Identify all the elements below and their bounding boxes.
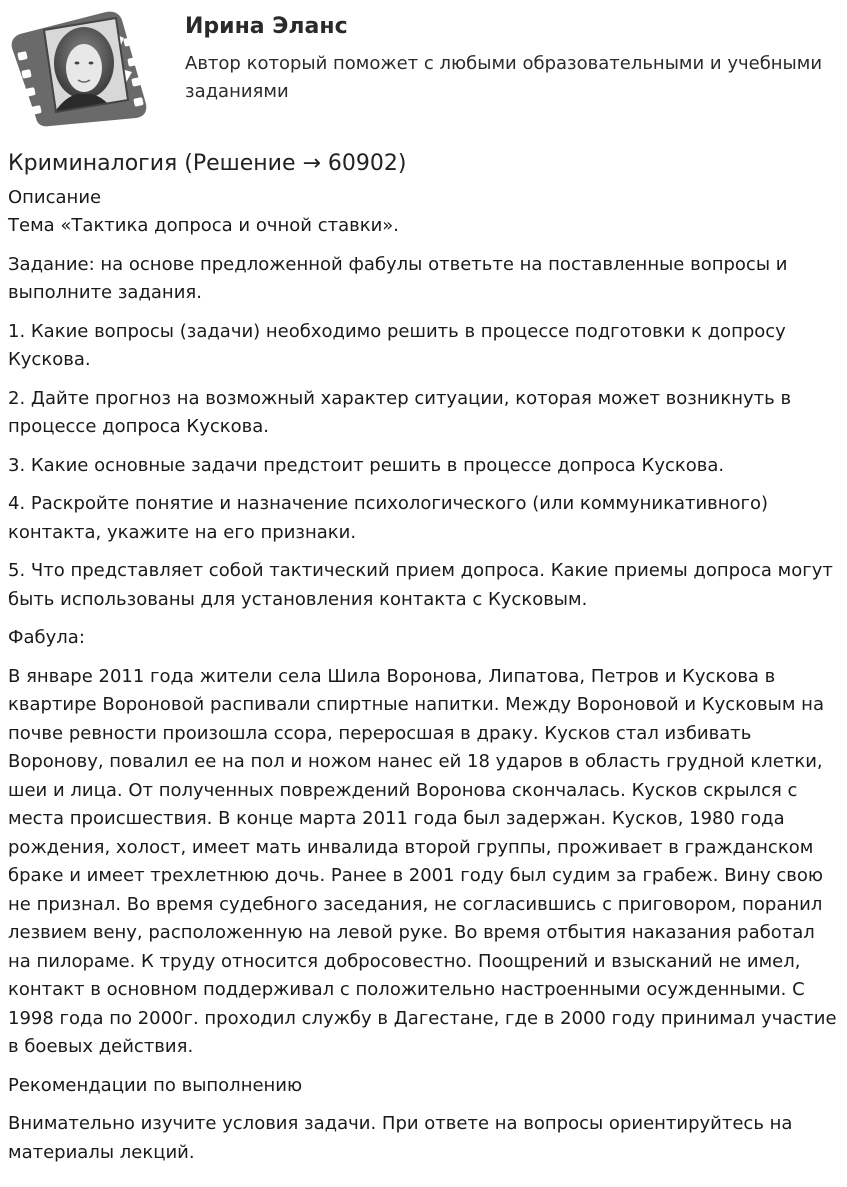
author-avatar bbox=[6, 8, 151, 128]
page-title: Криминалогия (Решение → 60902) bbox=[8, 151, 407, 176]
plot-text: В январе 2011 года жители села Шила Воронова, Липатова, Петров и Кускова в квартире Вороновой распивали спиртные напитки. Между Вороновой и Кусковым на почве ревности произошла ссора, переросшая в драку. Кусков стал избивать Воронову, повалил ее на пол и ножом нанес ей 18 ударов в область грудной клетки, шеи и лица. От полученных повреждений Воронова скончалась. Кусков скрылся с места происшествия. В конце марта 2011 года был задержан. Кусков, 1980 года рождения, холост, имеет мать инвалида второй группы, проживает в гражданском браке и имеет трехлетнюю дочь. Ранее в 2001 году был судим за грабеж. Вину свою не признал. Во время судебного заседания, не согласившись с приговором, поранил лезвием вену, расположенную на левой руке. Во время отбытия наказания работал на пилораме. К труду относится добросовестно. Поощрений и взысканий не имел, контакт в основном поддерживал с положительно настроенными осужденными. С 1998 года по 2000г. проходил службу в Дагестане, где в 2000 году принимал участие в боевых действия. bbox=[8, 665, 837, 1057]
task-text: Задание: на основе предложенной фабулы ответьте на поставленные вопросы и выполните задания. bbox=[8, 253, 788, 303]
question-item: 3. Какие основные задачи предстоит решить в процессе допроса Кускова. bbox=[8, 454, 725, 476]
author-tagline: Автор который поможет с любыми образовательными и учебными заданиями bbox=[185, 53, 823, 102]
author-name: Ирина Эланс bbox=[185, 14, 348, 39]
recommendations-text: Внимательно изучите условия задачи. При ответе на вопросы ориентируйтесь на материалы лекций. bbox=[8, 1113, 793, 1163]
topic-text: Тема «Тактика допроса и очной ставки». bbox=[8, 215, 400, 236]
document-body bbox=[8, 148, 843, 1177]
question-item: 2. Дайте прогноз на возможный характер ситуации, которая может возникнуть в процессе допроса Кускова. bbox=[8, 387, 792, 437]
description-label: Описание bbox=[8, 187, 102, 208]
recommendations-label: Рекомендации по выполнению bbox=[8, 1074, 303, 1096]
question-item: 1. Какие вопросы (задачи) необходимо решить в процессе подготовки к допросу Кускова. bbox=[8, 320, 786, 370]
plot-label: Фабула: bbox=[8, 627, 85, 648]
author-header bbox=[0, 0, 847, 140]
question-item: 5. Что представляет собой тактический прием допроса. Какие приемы допроса могут быть использованы для установления контакта с Кусковым. bbox=[8, 560, 833, 610]
question-item: 4. Раскройте понятие и назначение психологического (или коммуникативного) контакта, укажите на его признаки. bbox=[8, 493, 769, 543]
question-list bbox=[8, 318, 843, 615]
